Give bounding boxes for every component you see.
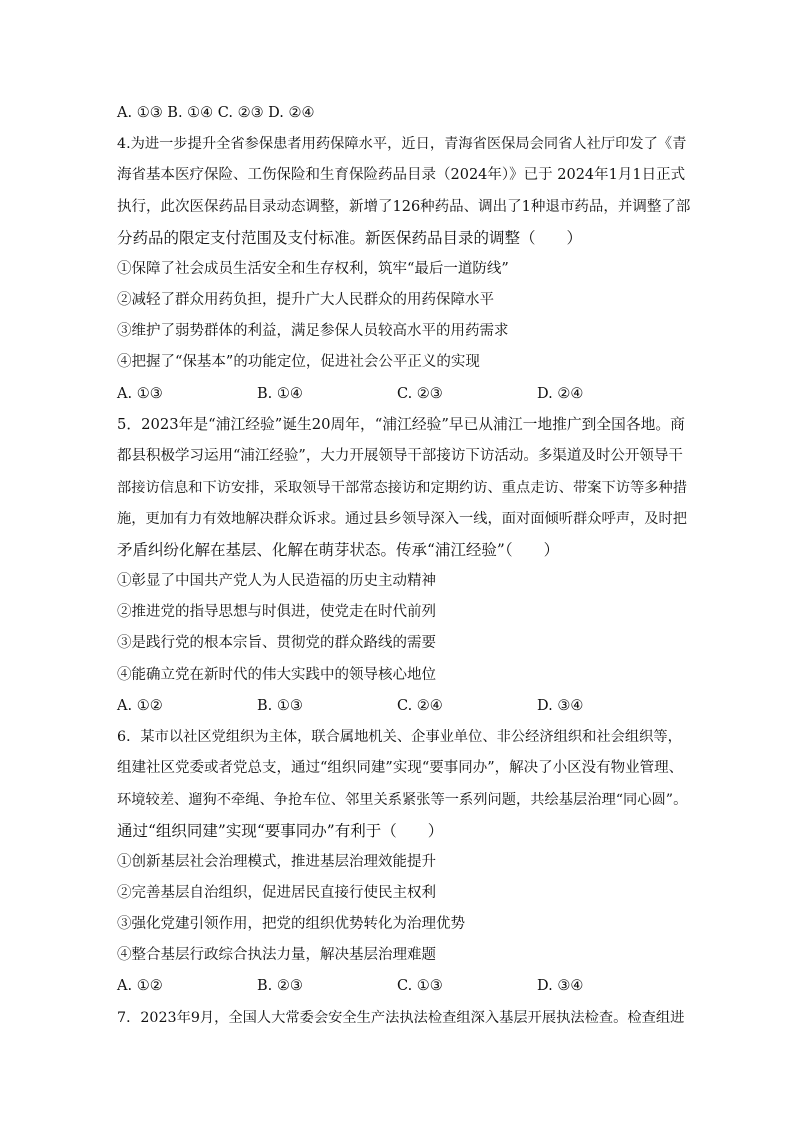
q5-option-a: A. ①②: [117, 698, 163, 714]
q6-stem-line: 通过“组织同建”实现“要事同办”有利于（ ）: [117, 822, 444, 840]
q5-stem-line: 部接访信息和下访安排，采取领导干部常态接访和定期约访、重点走访、带案下访等多种措: [117, 480, 688, 496]
q6-option-a: A. ①②: [117, 978, 163, 994]
q4-option-d: D. ②④: [537, 386, 584, 402]
q7-stem-line: 7．2023年9月，全国人大常委会安全生产法执法检查组深入基层开展执法检查。检查组进: [117, 1010, 685, 1026]
q4-stem-line: 4.为进一步提升全省参保患者用药保障水平，近日，青海省医保局会同省人社厅印发了《青: [117, 136, 687, 152]
q4-option-c: C. ②③: [397, 386, 443, 402]
q4-stem-line: 海省基本医疗保险、工伤保险和生育保险药品目录（2024年）》已于 2024年1月1日正式: [117, 167, 686, 183]
q4-statement: ②减轻了群众用药负担，提升广大人民群众的用药保障水平: [117, 292, 494, 308]
q4-stem-line: 执行，此次医保药品目录动态调整，新增了126种药品、调出了1种退市药品，并调整了部: [117, 199, 691, 215]
q5-stem-line: 5．2023年是“浦江经验”诞生20周年，“浦江经验”早已从浦江一地推广到全国各地。商: [117, 416, 685, 433]
q6-option-b: B. ②③: [257, 978, 303, 994]
q6-statement: ②完善基层自治组织，促进居民直接行使民主权利: [117, 885, 436, 901]
q4-statement: ④把握了“保基本”的功能定位，促进社会公平正义的实现: [117, 354, 480, 370]
q4-statement: ③维护了弱势群体的利益，满足参保人员较高水平的用药需求: [117, 323, 509, 339]
q5-stem-line: 矛盾纠纷化解在基层、化解在萌芽状态。传承“浦江经验”（ ）: [117, 541, 560, 559]
q6-option-d: D. ③④: [537, 978, 584, 994]
q6-stem-line: 环境较差、遛狗不牵绳、争抢车位、邻里关系紧张等一系列问题，共绘基层治理“同心圆”。: [117, 792, 688, 808]
q5-stem-line: 都县积极学习运用“浦江经验”，大力开展领导干部接访下访活动。多渠道及时公开领导干: [117, 448, 683, 464]
q4-option-b: B. ①④: [257, 386, 303, 402]
q5-option-b: B. ①③: [257, 698, 303, 714]
q6-statement: ③强化党建引领作用，把党的组织优势转化为治理优势: [117, 916, 465, 932]
q5-statement: ①彰显了中国共产党人为人民造福的历史主动精神: [117, 573, 436, 589]
q4-statement: ①保障了社会成员生活安全和生存权利，筑牢“最后一道防线”: [117, 261, 509, 277]
q5-statement: ②推进党的指导思想与时俱进，使党走在时代前列: [117, 604, 436, 620]
q5-statement: ③是践行党的根本宗旨、贯彻党的群众路线的需要: [117, 635, 436, 651]
q5-statement: ④能确立党在新时代的伟大实践中的领导核心地位: [117, 667, 436, 683]
q5-stem-line: 施，更加有力有效地解决群众诉求。通过县乡领导深入一线，面对面倾听群众呼声，及时把: [117, 511, 688, 527]
q4-stem-line: 分药品的限定支付范围及支付标准。新医保药品目录的调整（ ）: [117, 229, 583, 247]
q5-option-c: C. ②④: [397, 698, 443, 714]
q6-stem-line: 6．某市以社区党组织为主体，联合属地机关、企事业单位、非公经济组织和社会组织等，: [117, 729, 682, 745]
q6-statement: ①创新基层社会治理模式，推进基层治理效能提升: [117, 854, 436, 870]
q6-option-c: C. ①③: [397, 978, 443, 994]
q6-statement: ④整合基层行政综合执法力量，解决基层治理难题: [117, 947, 436, 963]
q6-stem-line: 组建社区党委或者党总支，通过“组织同建”实现“要事同办”，解决了小区没有物业管理、: [117, 760, 684, 776]
prev-question-options: A. ①③ B. ①④ C. ②③ D. ②④: [117, 105, 315, 121]
q4-option-a: A. ①③: [117, 386, 163, 402]
q5-option-d: D. ③④: [537, 698, 584, 714]
